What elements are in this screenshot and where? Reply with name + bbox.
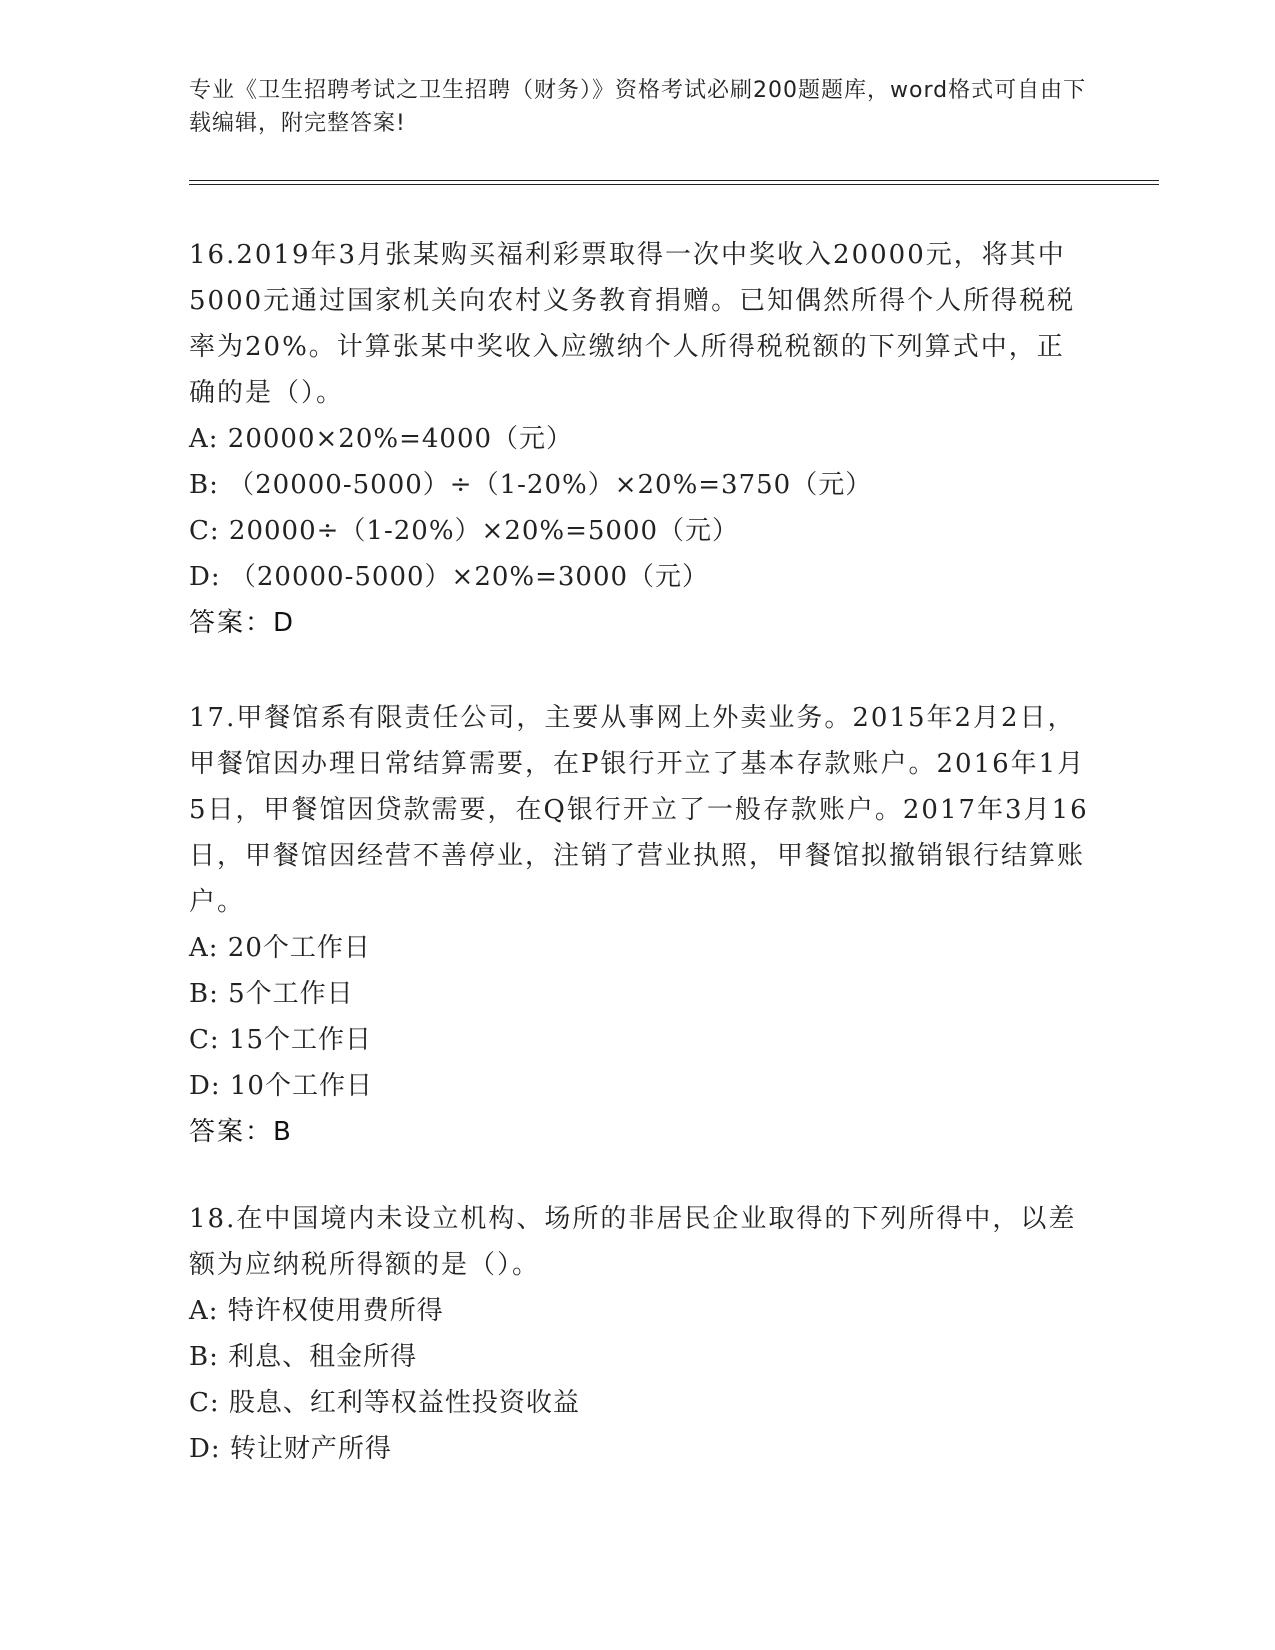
header-divider [189,184,1159,185]
option-d: D: 转让财产所得 [189,1434,392,1464]
answer-label: 答案：D [189,608,296,638]
question-17 [189,695,1089,1155]
option-c: C: 15个工作日 [189,1025,373,1055]
document-header: 专业《卫生招聘考试之卫生招聘（财务）》资格考试必刷200题题库，word格式可自由下载编辑，附完整答案! [189,78,1087,136]
question-16 [189,232,1089,646]
option-a: A: 特许权使用费所得 [189,1296,444,1326]
option-b: B: 利息、租金所得 [189,1342,418,1372]
option-a: A: 20个工作日 [189,933,371,963]
question-stem: 18.在中国境内未设立机构、场所的非居民企业取得的下列所得中，以差额为应纳税所得额的是（）。 [189,1204,1077,1280]
option-d: D: （20000-5000）×20%=3000（元） [189,562,710,592]
option-a: A: 20000×20%=4000（元） [189,424,574,454]
option-c: C: 20000÷（1-20%）×20%=5000（元） [189,516,740,546]
option-b: B: （20000-5000）÷（1-20%）×20%=3750（元） [189,470,873,500]
answer-label: 答案：B [189,1117,293,1147]
option-c: C: 股息、红利等权益性投资收益 [189,1388,580,1418]
question-stem: 16.2019年3月张某购买福利彩票取得一次中奖收入20000元，将其中5000元通过国家机关向农村义务教育捐赠。已知偶然所得个人所得税税率为20%。计算张某中奖收入应缴纳个人所得税税额的下列算式中，正确的是（）。 [189,240,1076,408]
header-divider [189,180,1159,181]
question-18 [189,1196,1089,1472]
question-stem: 17.甲餐馆系有限责任公司，主要从事网上外卖业务。2015年2月2日，甲餐馆因办理日常结算需要，在P银行开立了基本存款账户。2016年1月5日，甲餐馆因贷款需要，在Q银行开立了一般存款账户。2017年3月16日，甲餐馆因经营不善停业，注销了营业执照，甲餐馆拟撤销银行结算账户。 [189,703,1089,917]
option-b: B: 5个工作日 [189,979,354,1009]
option-d: D: 10个工作日 [189,1071,373,1101]
